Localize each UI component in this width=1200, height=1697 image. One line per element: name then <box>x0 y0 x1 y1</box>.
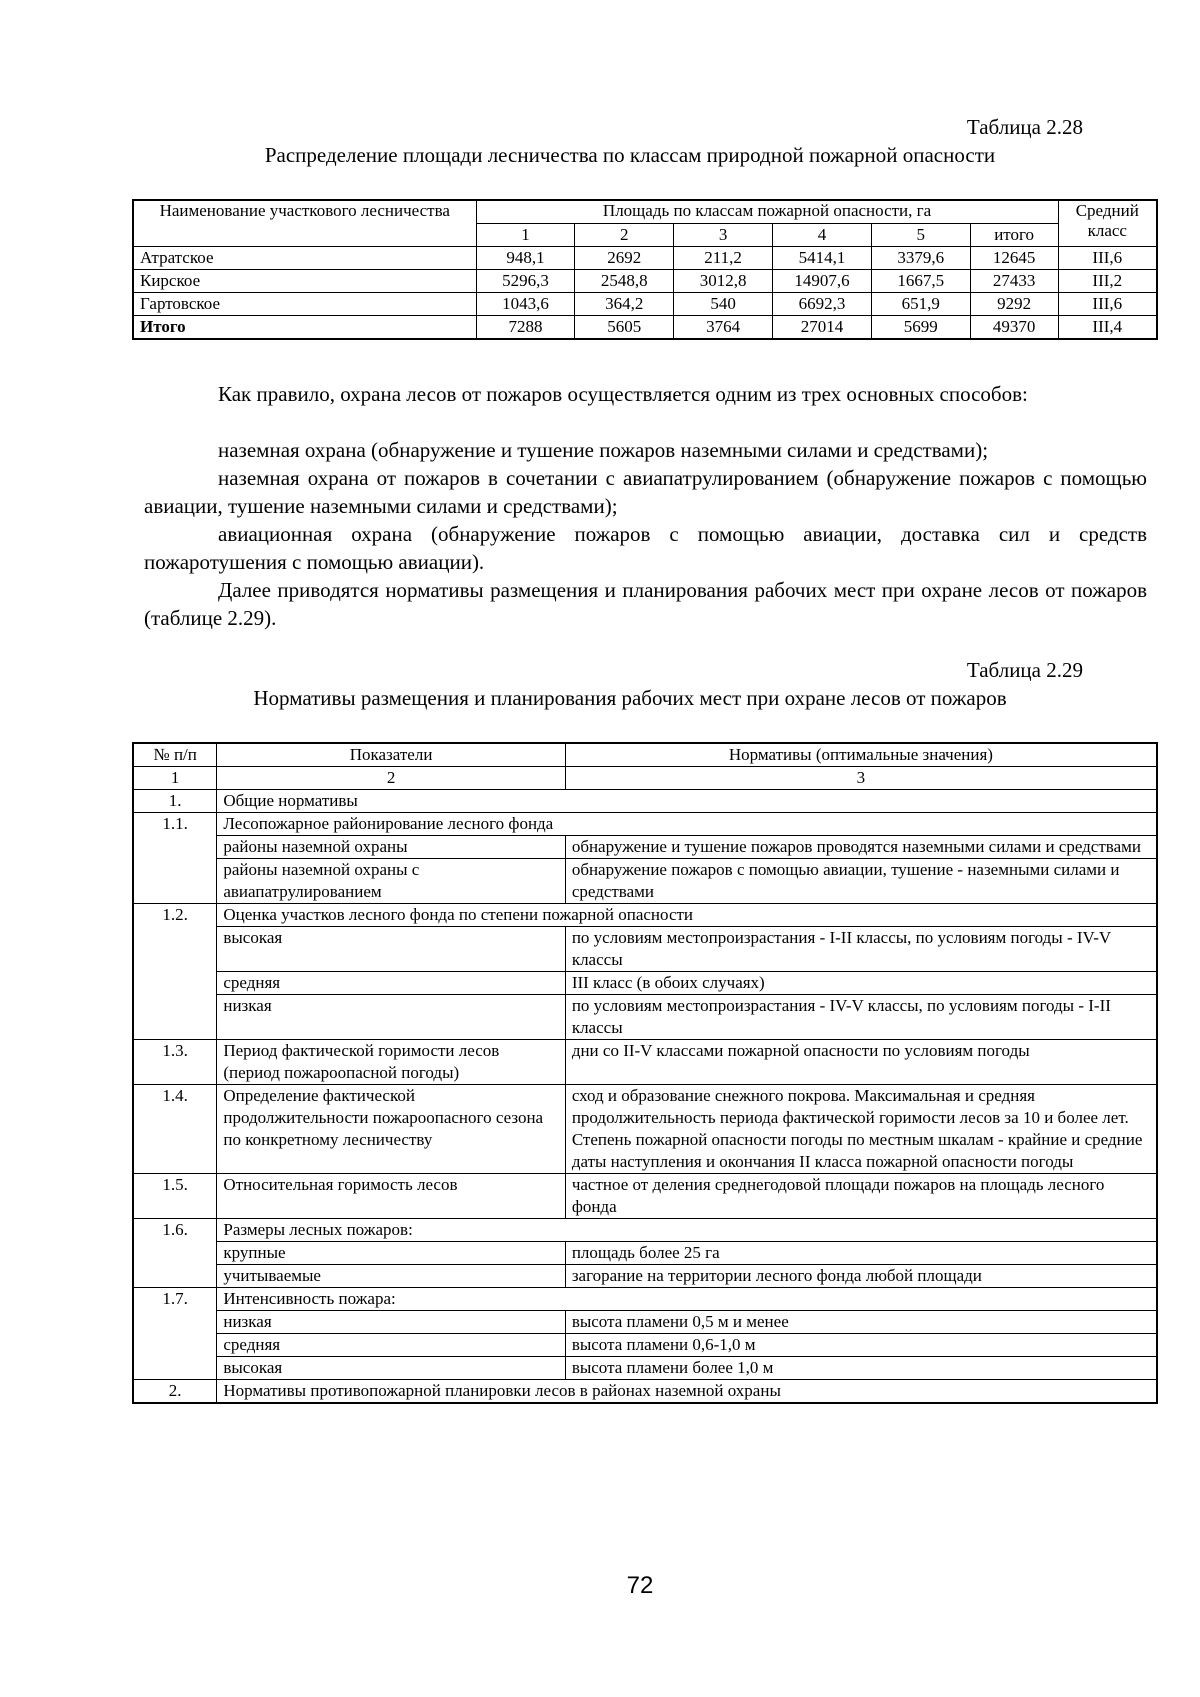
cell: III,6 <box>1058 247 1157 270</box>
table-row <box>133 1311 1157 1334</box>
row-norm: III класс (в обоих случаях) <box>565 972 1157 995</box>
row-name: Итого <box>133 316 476 340</box>
row-num: 1.4. <box>133 1085 217 1174</box>
cell: 5605 <box>575 316 674 340</box>
paragraph: наземная охрана (обнаружение и тушение пожаров наземными силами и средствами); <box>218 438 989 462</box>
table-row <box>133 270 1157 293</box>
row-norm: загорание на территории лесного фонда любой площади <box>565 1265 1157 1288</box>
table-row <box>133 859 1157 904</box>
cell: 540 <box>674 293 773 316</box>
table-row <box>133 1380 1157 1404</box>
row-name: Атратское <box>133 247 476 270</box>
cell: 49370 <box>970 316 1058 340</box>
subheader-cell: 5 <box>871 224 970 247</box>
cell: III,6 <box>1058 293 1157 316</box>
row-norm: площадь более 25 га <box>565 1242 1157 1265</box>
cell: 14907,6 <box>773 270 872 293</box>
header-avg: Средний класс <box>1058 200 1157 247</box>
cell: 5699 <box>871 316 970 340</box>
table-row <box>133 904 1157 927</box>
row-indicator: Размеры лесных пожаров: <box>217 1219 1157 1242</box>
row-indicator: высокая <box>217 927 565 972</box>
cell: 7288 <box>476 316 575 340</box>
col-number: 1 <box>133 767 217 790</box>
table-row <box>133 836 1157 859</box>
row-indicator: Оценка участков лесного фонда по степени пожарной опасности <box>217 904 1157 927</box>
page-number: 72 <box>626 1572 654 1599</box>
table-row-total <box>133 316 1157 340</box>
row-indicator: высокая <box>217 1357 565 1380</box>
table1-label: Таблица 2.28 <box>966 115 1083 139</box>
cell: 12645 <box>970 247 1058 270</box>
row-indicator: низкая <box>217 1311 565 1334</box>
row-indicator: Определение фактической продолжительности пожароопасного сезона по конкретному лесничеству <box>217 1085 565 1174</box>
table-row <box>133 293 1157 316</box>
row-indicator: районы наземной охраны <box>217 836 565 859</box>
row-norm: высота пламени 0,6-1,0 м <box>565 1334 1157 1357</box>
row-norm: по условиям местопроизрастания - I-II классы, по условиям погоды - IV-V классы <box>565 927 1157 972</box>
cell: 5296,3 <box>476 270 575 293</box>
table2-title: Нормативы размещения и планирования рабочих мест при охране лесов от пожаров <box>253 686 1007 710</box>
row-norm: частное от деления среднегодовой площади пожаров на площадь лесного фонда <box>565 1174 1157 1219</box>
cell: 1667,5 <box>871 270 970 293</box>
row-indicator: низкая <box>217 995 565 1040</box>
row-num: 1. <box>133 790 217 813</box>
table-row <box>133 813 1157 836</box>
row-num: 2. <box>133 1380 217 1404</box>
cell: 6692,3 <box>773 293 872 316</box>
row-name: Гартовское <box>133 293 476 316</box>
row-num: 1.1. <box>133 813 217 904</box>
row-norm: дни со II-V классами пожарной опасности по условиям погоды <box>565 1040 1157 1085</box>
header-norms: Нормативы (оптимальные значения) <box>565 743 1157 767</box>
row-indicator: учитываемые <box>217 1265 565 1288</box>
row-num: 1.7. <box>133 1288 217 1380</box>
table-row <box>133 972 1157 995</box>
table-row <box>133 1357 1157 1380</box>
row-num: 1.3. <box>133 1040 217 1085</box>
table2-label: Таблица 2.29 <box>966 658 1083 682</box>
header-area: Площадь по классам пожарной опасности, га <box>476 200 1058 224</box>
subheader-cell: 1 <box>476 224 575 247</box>
row-norm: высота пламени 0,5 м и менее <box>565 1311 1157 1334</box>
row-indicator: Интенсивность пожара: <box>217 1288 1157 1311</box>
cell: 211,2 <box>674 247 773 270</box>
paragraph: Как правило, охрана лесов от пожаров осуществляется одним из трех основных способов: <box>218 382 1028 406</box>
row-indicator: Лесопожарное районирование лесного фонда <box>217 813 1157 836</box>
cell: 3764 <box>674 316 773 340</box>
table-row <box>133 1288 1157 1311</box>
fire-protection-norms-table <box>132 742 1158 1404</box>
row-indicator: средняя <box>217 1334 565 1357</box>
subheader-cell: 2 <box>575 224 674 247</box>
subheader-cell: итого <box>970 224 1058 247</box>
cell: 27014 <box>773 316 872 340</box>
cell: 3379,6 <box>871 247 970 270</box>
subheader-cell: 4 <box>773 224 872 247</box>
cell: 948,1 <box>476 247 575 270</box>
cell: 2548,8 <box>575 270 674 293</box>
row-norm: обнаружение и тушение пожаров проводятся наземными силами и средствами <box>565 836 1157 859</box>
row-norm: обнаружение пожаров с помощью авиации, тушение - наземными силами и средствами <box>565 859 1157 904</box>
row-name: Кирское <box>133 270 476 293</box>
table-row <box>133 790 1157 813</box>
table-row <box>133 1265 1157 1288</box>
subheader-cell: 3 <box>674 224 773 247</box>
row-num: 1.6. <box>133 1219 217 1288</box>
table1-title: Распределение площади лесничества по классам природной пожарной опасности <box>264 143 996 167</box>
row-indicator: Нормативы противопожарной планировки лесов в районах наземной охраны <box>217 1380 1157 1404</box>
cell: 651,9 <box>871 293 970 316</box>
row-norm: по условиям местопроизрастания - IV-V классы, по условиям погоды - I-II классы <box>565 995 1157 1040</box>
cell: III,2 <box>1058 270 1157 293</box>
table-row <box>133 1085 1157 1174</box>
paragraph: авиационная охрана (обнаружение пожаров с помощью авиации, доставка сил и средств пожаротушения с помощью авиации). <box>144 522 1147 574</box>
col-number: 2 <box>217 767 565 790</box>
cell: III,4 <box>1058 316 1157 340</box>
row-num: 1.5. <box>133 1174 217 1219</box>
table-row <box>133 1219 1157 1242</box>
cell: 364,2 <box>575 293 674 316</box>
row-norm: сход и образование снежного покрова. Максимальная и средняя продолжительность периода фактической горимости лесов за 10 и более лет. Степень пожарной опасности погоды по местным шкалам - крайние и средние даты наступления и окончания II класса пожарной опасности погоды <box>565 1085 1157 1174</box>
paragraph: Далее приводятся нормативы размещения и планирования рабочих мест при охране лесов от пожаров (таблице 2.29). <box>144 578 1147 630</box>
table-row <box>133 1334 1157 1357</box>
table-row <box>133 247 1157 270</box>
table-row <box>133 1242 1157 1265</box>
col-number: 3 <box>565 767 1157 790</box>
table-row <box>133 1040 1157 1085</box>
cell: 1043,6 <box>476 293 575 316</box>
cell: 9292 <box>970 293 1058 316</box>
cell: 3012,8 <box>674 270 773 293</box>
header-name: Наименование участкового лесничества <box>133 200 476 247</box>
cell: 27433 <box>970 270 1058 293</box>
row-indicator: Относительная горимость лесов <box>217 1174 565 1219</box>
table-row <box>133 995 1157 1040</box>
row-num: 1.2. <box>133 904 217 1040</box>
fire-class-area-table <box>132 199 1158 340</box>
row-norm: высота пламени более 1,0 м <box>565 1357 1157 1380</box>
row-indicator: крупные <box>217 1242 565 1265</box>
table-row <box>133 927 1157 972</box>
paragraph: наземная охрана от пожаров в сочетании с авиапатрулированием (обнаружение пожаров с помощью авиации, тушение наземными силами и средствами); <box>144 466 1147 518</box>
header-num: № п/п <box>133 743 217 767</box>
cell: 5414,1 <box>773 247 872 270</box>
cell: 2692 <box>575 247 674 270</box>
table-row <box>133 1174 1157 1219</box>
row-indicator: районы наземной охраны с авиапатрулированием <box>217 859 565 904</box>
row-indicator: средняя <box>217 972 565 995</box>
row-indicator: Период фактической горимости лесов (период пожароопасной погоды) <box>217 1040 565 1085</box>
row-indicator: Общие нормативы <box>217 790 1157 813</box>
header-indicator: Показатели <box>217 743 565 767</box>
